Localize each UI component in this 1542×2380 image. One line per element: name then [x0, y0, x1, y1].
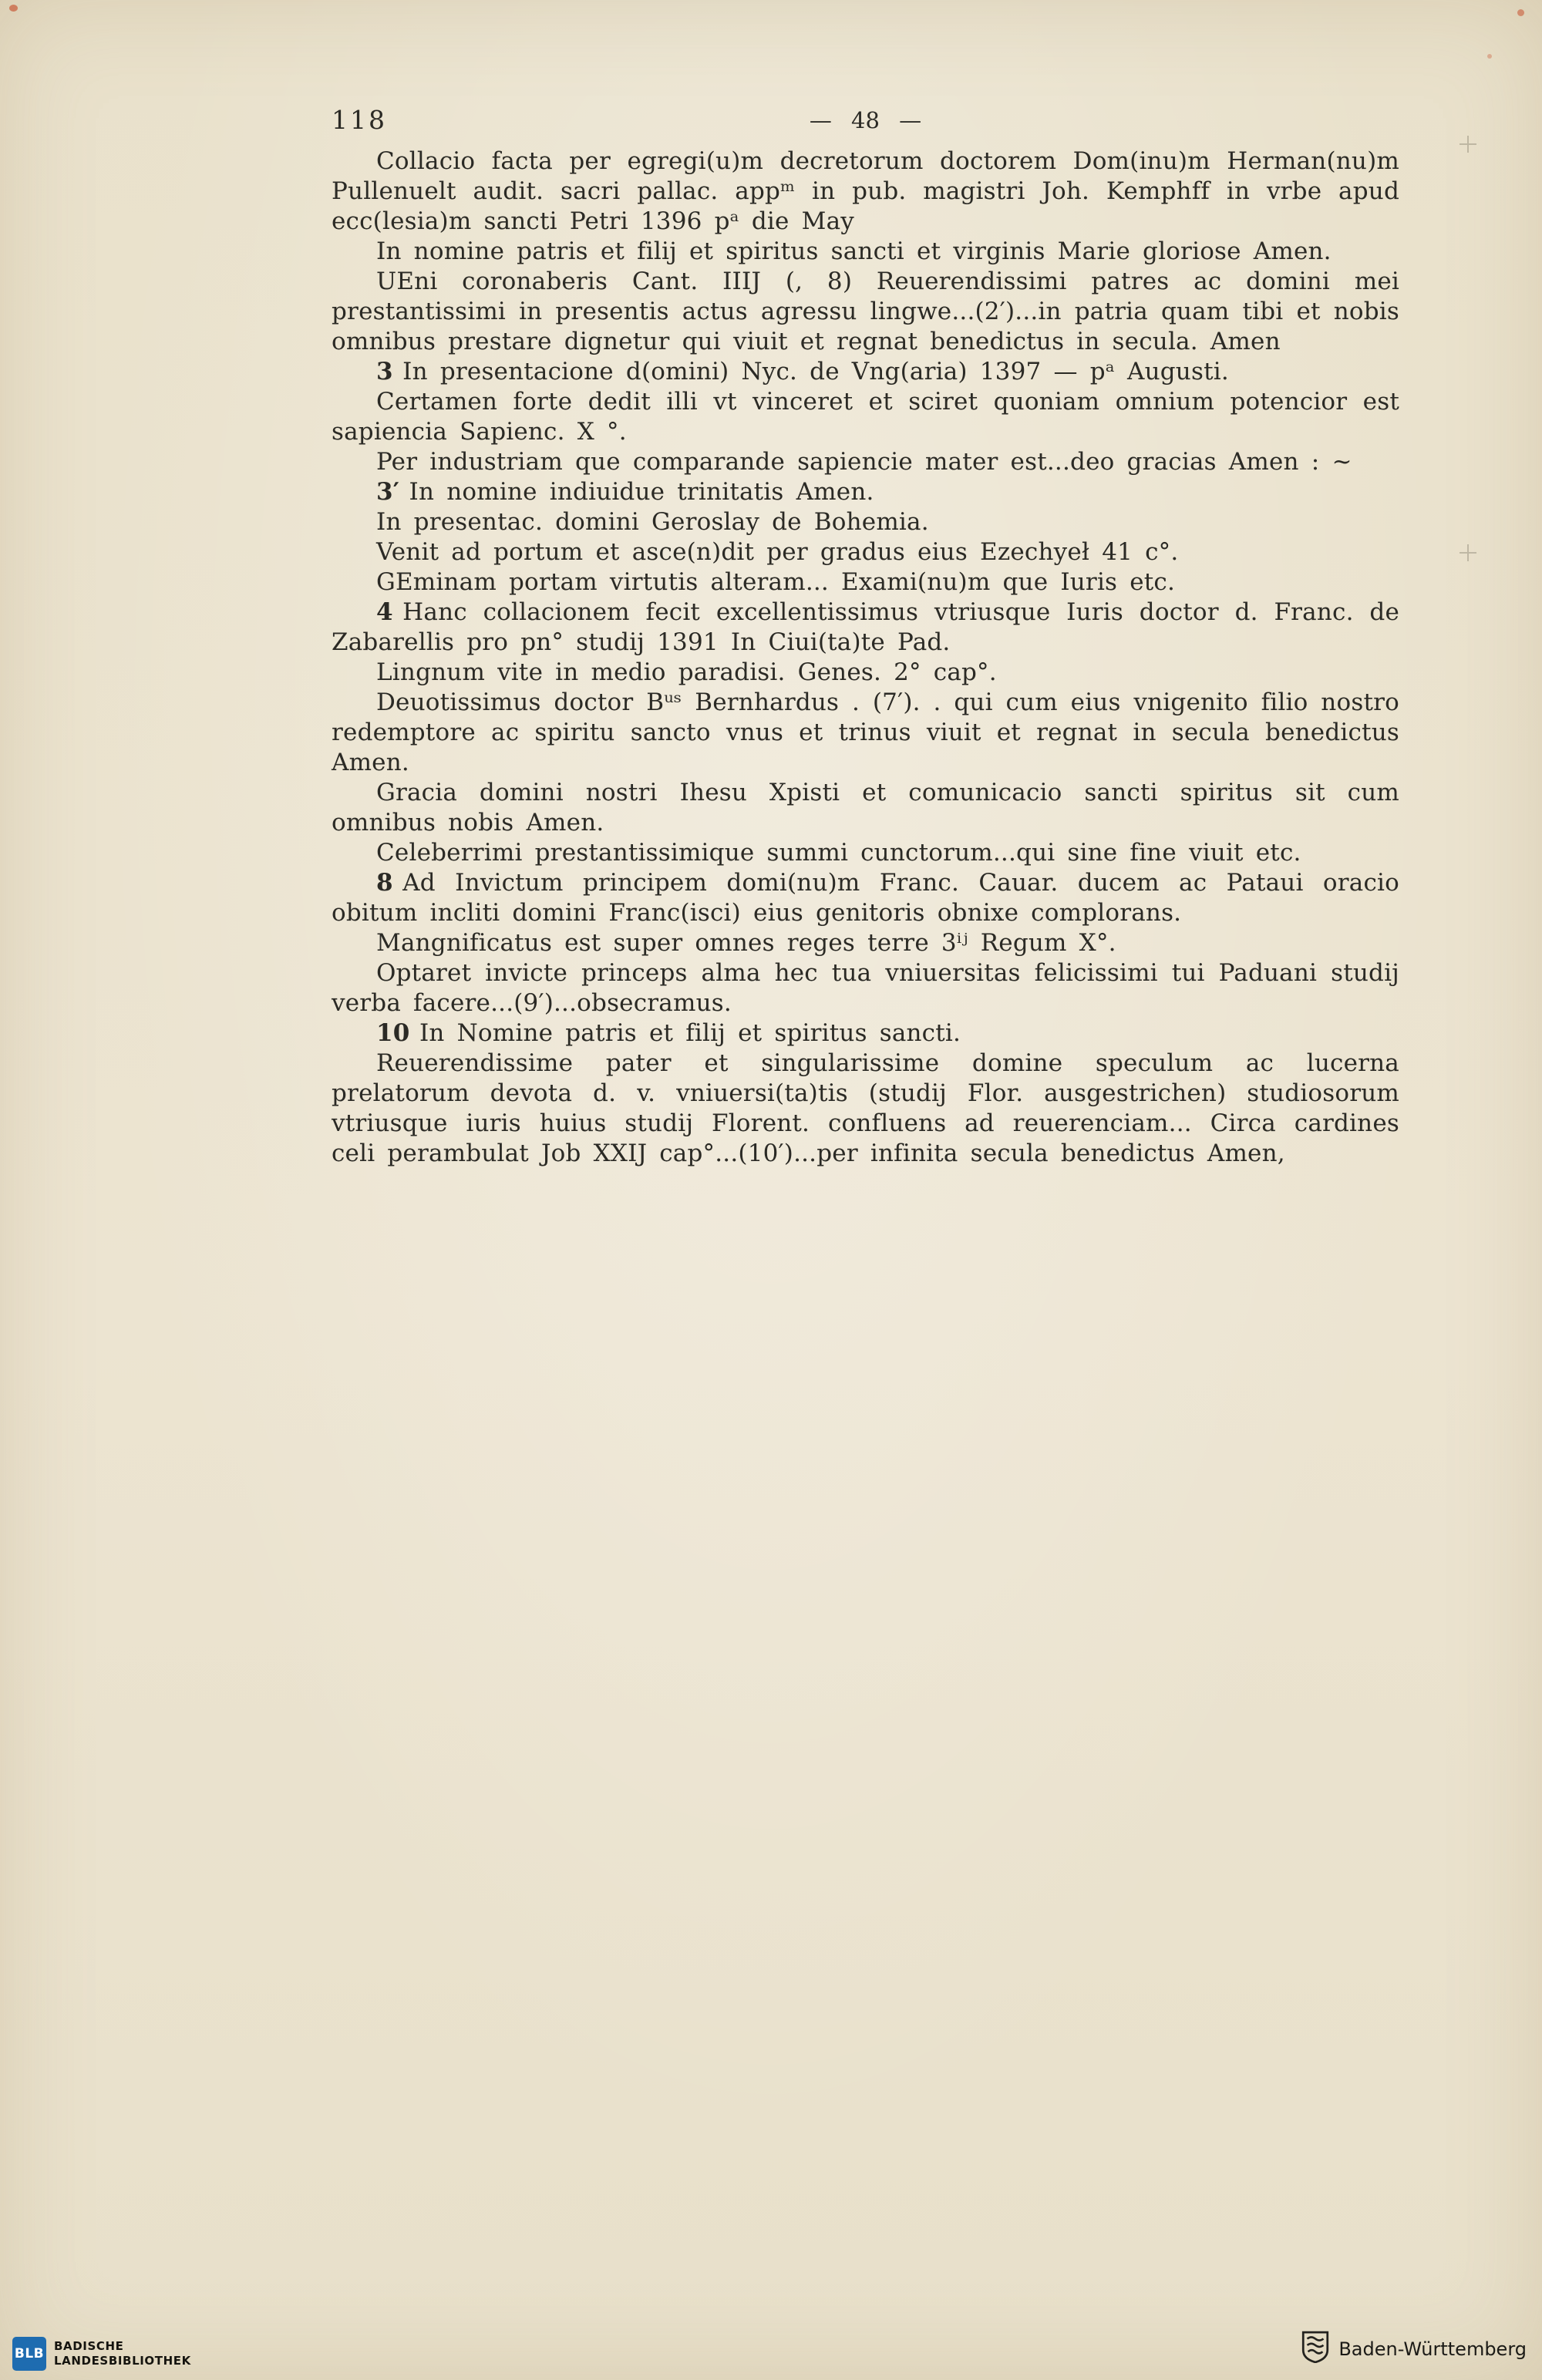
library-name [54, 2339, 191, 2368]
paragraph-text: Celeberrimi prestantissimique summi cunctorum...qui sine fine viuit etc. [376, 839, 1301, 867]
paragraph [332, 447, 1399, 477]
paragraph-number: 8 [376, 869, 393, 897]
paragraph [332, 357, 1399, 387]
paragraph [332, 146, 1399, 237]
paragraph-number: 4 [376, 598, 393, 626]
page-number: — 48 — [809, 107, 922, 133]
paragraph-text: Deuotissimus doctor Bᵘˢ Bernhardus . (7′). . qui cum eius vnigenito filio nostro redemptore ac spiritu sancto vnus et trinus viuit et regnat in secula benedictus Amen. [332, 688, 1399, 776]
paragraph-text: GEminam portam virtutis alteram... Exami(nu)m que Iuris etc. [376, 568, 1176, 596]
paragraph [332, 477, 1399, 507]
paragraph-text: Reuerendissime pater et singularissime domine speculum ac lucerna prelatorum devota d. v. vniuersi(ta)tis (studij Flor. ausgestrichen) studiosorum vtriusque iuris huius studij Florent. confluens ad reuerenciam... Circa cardines celi perambulat Job XXIJ cap°...(10′)...per infinita secula benedictus Amen, [332, 1049, 1399, 1167]
paragraph-text: Venit ad portum et asce(n)dit per gradus eius Ezechyeł 41 c°. [376, 538, 1179, 566]
library-name-line1: BADISCHE [54, 2339, 124, 2353]
paragraph-text: Ad Invictum principem domi(nu)m Franc. Cauar. ducem ac Pataui oracio obitum incliti domini Franc(isci) eius genitoris obnixe complorans. [332, 869, 1399, 927]
margin-cross-mark-icon [1460, 136, 1476, 153]
paragraph-number: 3 [376, 358, 393, 385]
document-text [332, 146, 1399, 1169]
paragraph [332, 1049, 1399, 1169]
paper-stain [1487, 54, 1492, 59]
paragraph [332, 688, 1399, 778]
paragraph-text: In presentac. domini Geroslay de Bohemia. [376, 508, 929, 536]
paragraph [332, 567, 1399, 598]
paper-stain [9, 5, 18, 12]
blb-logo-icon [12, 2337, 46, 2371]
paragraph-text: Hanc collacionem fecit excellentissimus vtriusque Iuris doctor d. Franc. de Zabarellis pro pn° studij 1391 In Ciui(ta)te Pad. [332, 598, 1399, 656]
paragraph [332, 778, 1399, 838]
paragraph-text: Optaret invicte princeps alma hec tua vniuersitas felicissimi tui Paduani studij verba facere...(9′)...obsecramus. [332, 959, 1399, 1017]
paragraph [332, 928, 1399, 958]
state-logo-block [1301, 2331, 1527, 2368]
paragraph [332, 838, 1399, 868]
paragraph [332, 387, 1399, 447]
paper-stain [1517, 9, 1524, 16]
paragraph-text: Gracia domini nostri Ihesu Xpisti et comunicacio sancti spiritus sit cum omnibus nobis Amen. [332, 779, 1399, 837]
library-logo-block [12, 2337, 191, 2371]
paragraph [332, 598, 1399, 658]
paragraph-text: Per industriam que comparande sapiencie mater est...deo gracias Amen : ~ [376, 448, 1352, 476]
blb-logo-text: BLB [14, 2346, 45, 2361]
paragraph-text: Lingnum vite in medio paradisi. Genes. 2° cap°. [376, 658, 997, 686]
paragraph-text: Mangnificatus est super omnes reges terre 3ⁱʲ Regum X°. [376, 929, 1116, 957]
baden-wuerttemberg-coat-of-arms-icon [1301, 2331, 1329, 2368]
margin-cross-mark-icon [1460, 544, 1476, 561]
paragraph [332, 1018, 1399, 1049]
paragraph [332, 658, 1399, 688]
paragraph [332, 507, 1399, 537]
state-name-label: Baden-Württemberg [1338, 2338, 1527, 2360]
paragraph-text: In nomine indiuidue trinitatis Amen. [409, 478, 874, 506]
paragraph [332, 868, 1399, 928]
paragraph [332, 958, 1399, 1018]
paragraph-number: 3′ [376, 478, 400, 506]
paragraph-text: Collacio facta per egregi(u)m decretorum doctorem Dom(inu)m Herman(nu)m Pullenuelt audit. sacri pallac. appᵐ in pub. magistri Joh. Kemphff in vrbe apud ecc(lesia)m sancti Petri 1396 pᵃ die May [332, 147, 1399, 235]
paragraph-text: In Nomine patris et filij et spiritus sancti. [419, 1019, 961, 1047]
paragraph [332, 537, 1399, 567]
library-name-line2: LANDESBIBLIOTHEK [54, 2354, 191, 2368]
paragraph [332, 267, 1399, 357]
paragraph-text: UEni coronaberis Cant. IIIJ (, 8) Reuerendissimi patres ac domini mei prestantissimi in presentis actus agressu lingwe...(2′)...in patria quam tibi et nobis omnibus prestare dignetur qui viuit et regnat benedictus in secula. Amen [332, 268, 1399, 355]
folio-number: 118 [332, 105, 387, 135]
paragraph-number: 10 [376, 1019, 410, 1047]
page-header [332, 105, 1399, 139]
paragraph-text: Certamen forte dedit illi vt vinceret et sciret quoniam omnium potencior est sapiencia Sapienc. X °. [332, 388, 1399, 446]
paragraph-text: In nomine patris et filij et spiritus sancti et virginis Marie gloriose Amen. [376, 237, 1332, 265]
paragraph [332, 237, 1399, 267]
paragraph-text: In presentacione d(omini) Nyc. de Vng(aria) 1397 — pᵃ Augusti. [402, 358, 1229, 385]
